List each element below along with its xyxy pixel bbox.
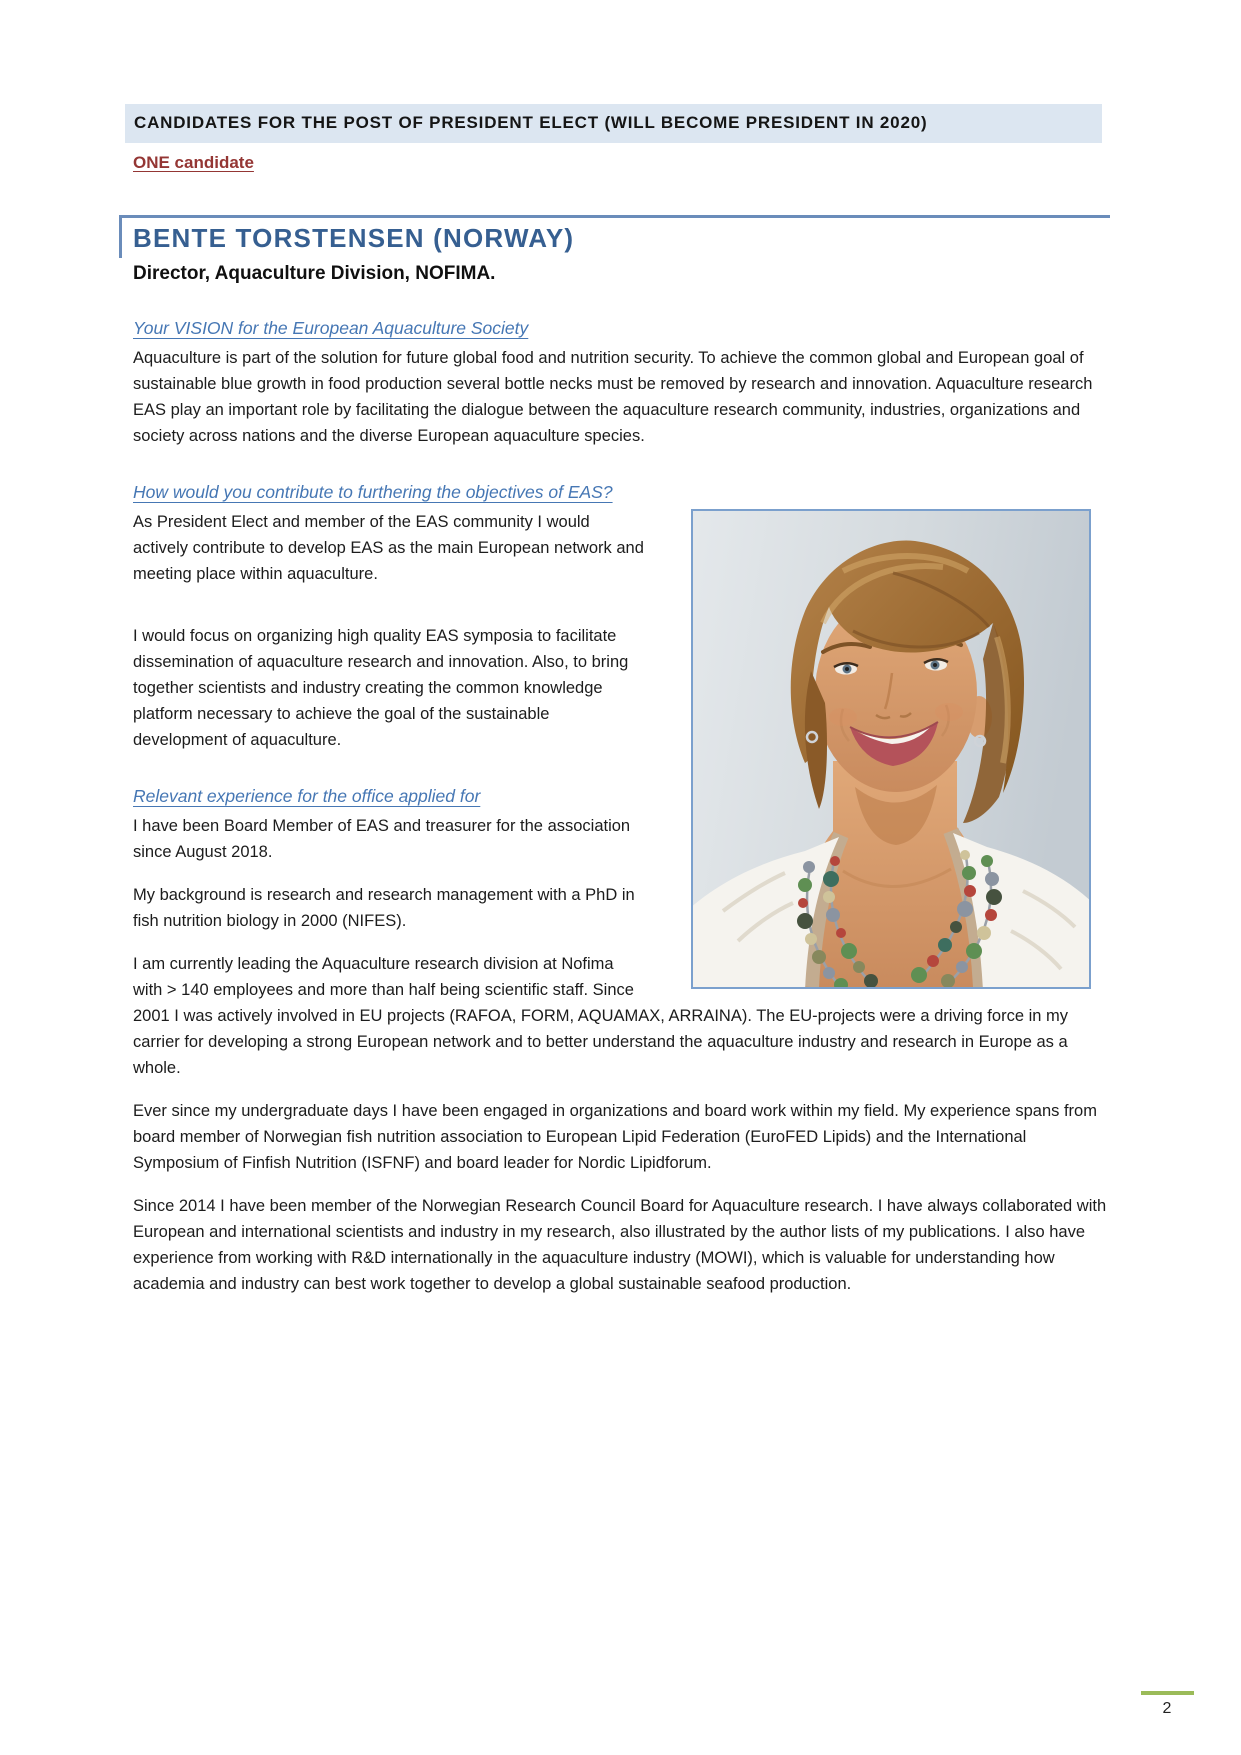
candidate-title-inner [119,218,1110,258]
vision-section [133,315,1108,449]
section-banner [125,104,1102,143]
experience-paragraph-5: Since 2014 I have been member of the Norwegian Research Council Board for Aquaculture research. I have always collaborated with European and international scientists and industry in my research, also illustrated by the author lists of my publications. I also have experience from working with R&D internationally in the aquaculture industry (MOWI), which is valuable for understanding how academia and industry can best work together to develop a global sustainable seafood production. [133,1197,1107,1293]
experience-paragraph-1: I have been Board Member of EAS and treasurer for the association since August 2018. [133,817,631,861]
experience-paragraph-2: My background is research and research management with a PhD in fish nutrition biology in 2000 (NIFES). [133,886,635,930]
experience-paragraph-4: Ever since my undergraduate days I have been engaged in organizations and board work within my field. My experience spans from board member of Norwegian fish nutrition association to European Lipid Federation (EuroFED Lipids) and the International Symposium of Finfish Nutrition (ISFNF) and board leader for Nordic Lipidforum. [133,1102,1097,1172]
page-number: 2 [1162,1700,1172,1717]
candidate-photo-illustration [693,511,1089,987]
footer-divider [1141,1691,1194,1695]
candidate-name: BENTE TORSTENSEN (NORWAY) [133,223,575,253]
candidate-position: Director, Aquaculture Division, NOFIMA. [133,263,496,284]
vision-heading: Your VISION for the European Aquaculture Society [133,318,529,338]
contribution-paragraph-2: I would focus on organizing high quality EAS symposia to facilitate dissemination of aquaculture research and innovation. Also, to bring together scientists and industry creating the common knowledge platform necessary to achieve the goal of the sustainable development of aquaculture. [133,627,629,749]
experience-heading: Relevant experience for the office applied for [133,786,481,806]
contribution-and-experience-section [133,479,1108,1297]
banner-text: CANDIDATES FOR THE POST OF PRESIDENT ELECT (WILL BECOME PRESIDENT IN 2020) [134,113,928,132]
contribution-heading: How would you contribute to furthering the objectives of EAS? [133,482,613,502]
vision-paragraph: Aquaculture is part of the solution for future global food and nutrition security. To achieve the common global and European goal of sustainable blue growth in food production several bottle necks must be removed by research and innovation. Aquaculture research EAS play an important role by facilitating the dialogue between the aquaculture research community, industries, organizations and society across nations and the diverse European aquaculture species. [133,349,1093,445]
experience-paragraph-3: I am currently leading the Aquaculture research division at Nofima with > 140 employees and more than half being scientific staff. Since 2001 I was actively involved in EU projects (RAFOA, FORM, AQUAMAX, ARRAINA). The EU-projects were a driving force in my carrier for developing a strong European network and to better understand the aquaculture industry and research in Europe as a whole. [133,955,1068,1077]
document-body [133,315,1108,1297]
candidate-title-block [119,215,1110,258]
candidate-count-label: ONE candidate [133,153,254,172]
contribution-paragraph-1: As President Elect and member of the EAS community I would actively contribute to develop EAS as the main European network and meeting place within aquaculture. [133,513,644,583]
candidate-photo [691,509,1091,989]
